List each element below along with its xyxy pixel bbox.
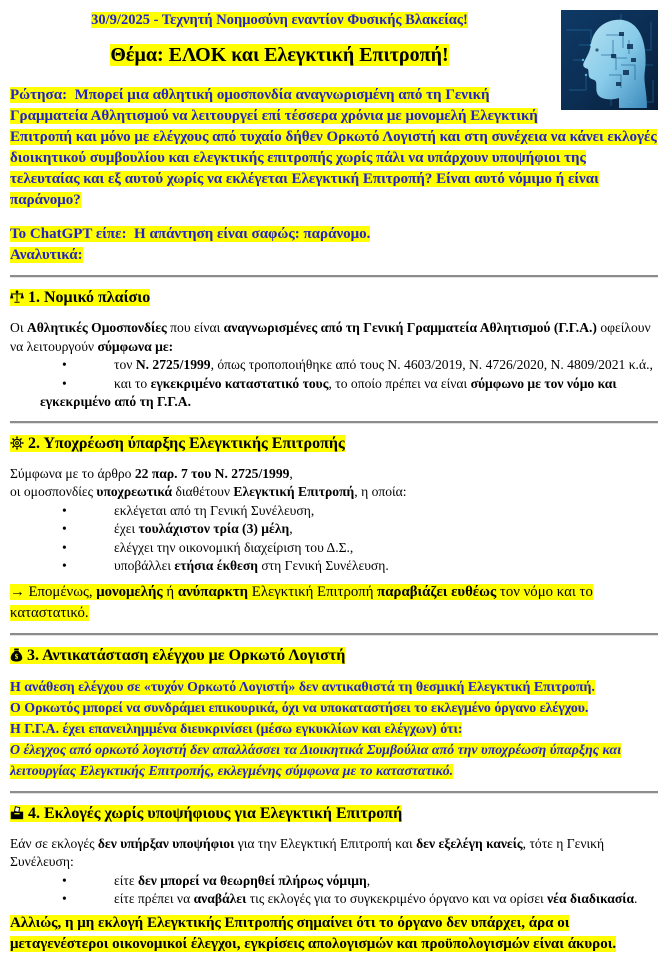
ai-circuit-head-image <box>561 10 658 110</box>
section-4-intro: Εάν σε εκλογές δεν υπήρξαν υποψήφιοι για την Ελεγκτική Επιτροπή και δεν εξελέγη κανείς, τότε η Γενική Συνέλευση: <box>10 835 605 869</box>
bullet-marker: • <box>62 891 67 906</box>
list-item: • έχει τουλάχιστον τρία (3) μέλη, <box>10 520 658 539</box>
section-2-intro-line2: οι ομοσπονδίες υποχρεωτικά διαθέτουν Ελεγκτική Επιτροπή, η οποία: <box>10 484 407 499</box>
bullet-marker: • <box>62 375 67 391</box>
question-paragraph: Ρώτησα: Μπορεί μια αθλητική ομοσπονδία αναγνωρισμένη από τη Γενική Γραμματεία Αθλητισμού να λειτουργεί επί τέσσερα χρόνια με μονομελή Ελεγκτική Επιτροπή και μόνο με ελέγχους από τυχαίο δήθεν Ορκωτό Λογιστή και στη συνέχεια να κάνει εκλογές διοικητικού συμβουλίου και ελεγκτικής επιτροπής χωρίς πάλι να υπάρχουν υποψήφιοι της τελευταίας και εξ αυτού χωρίς να εκλέγεται Ελεγκτική Επιτροπή? Είναι αυτό νόμιμο ή είναι παράνομο? <box>10 87 657 208</box>
list-item: • είτε πρέπει να αναβάλει τις εκλογές για το συγκεκριμένο όργανο και να ορίσει νέα διαδικασία. <box>10 890 658 909</box>
list-item: • εκλέγεται από τη Γενική Συνέλευση, <box>10 502 658 521</box>
gear-icon <box>10 434 24 457</box>
section-divider <box>10 275 658 278</box>
section-4-heading: 4. Εκλογές χωρίς υποψήφιους για Ελεγκτική Επιτροπή <box>10 802 658 827</box>
statement-line: Ο Ορκωτός μπορεί να συνδράμει επικουρικά, όχι να υποκαταστήσει το εκλεγμένο όργανο ελέγχου. <box>10 700 589 716</box>
section-divider <box>10 633 658 636</box>
section-2-intro-line1: Σύμφωνα με το άρθρο 22 παρ. 7 του Ν. 2725/1999, <box>10 465 293 481</box>
list-item: • τον Ν. 2725/1999, όπως τροποποιήθηκε από τους Ν. 4603/2019, Ν. 4726/2020, Ν. 4809/2021 κ.ά., <box>10 356 658 375</box>
list-item: • είτε δεν μπορεί να θεωρηθεί πλήρως νόμιμη, <box>10 872 658 891</box>
bullet-marker: • <box>62 357 67 372</box>
statement-line-italic: Ο έλεγχος από ορκωτό λογιστή δεν απαλλάσσει τα Διοικητικά Συμβούλια από την υποχρέωση ύπαρξης και λειτουργίας Ελεγκτικής Επιτροπής, εκλεγμένης σύμφωνα με το καταστατικό. <box>10 742 622 779</box>
list-item: • υποβάλλει ετήσια έκθεση στη Γενική Συνέλευση. <box>10 557 658 576</box>
bullet-marker: • <box>62 558 67 573</box>
section-4-body <box>10 835 658 909</box>
svg-text:$: $ <box>14 652 19 661</box>
bullet-marker: • <box>62 872 67 888</box>
ballot-box-icon <box>10 804 24 827</box>
section-3-body <box>10 677 658 782</box>
section-2-body <box>10 465 658 576</box>
answer-lead: Το ChatGPT είπε: Η απάντηση είναι σαφώς: παράνομο. <box>10 226 371 242</box>
final-conclusion: Αλλιώς, η μη εκλογή Ελεγκτικής Επιτροπής σημαίνει ότι το όργανο δεν υπάρχει, άρα οι μεταγενέστεροι οικονομικοί έλεγχοι, εγκρίσεις απολογισμών και προϋπολογισμών είναι άκυροι. <box>10 914 617 952</box>
bullet-marker: • <box>62 502 67 518</box>
list-item: • ελέγχει την οικονομική διαχείριση του Δ.Σ., <box>10 539 658 558</box>
section-1-intro: Οι Αθλητικές Ομοσπονδίες που είναι αναγνωρισμένες από τη Γενική Γραμματεία Αθλητισμού (Γ.Γ.Α.) οφείλουν να λειτουργούν σύμφωνα με: <box>10 320 651 354</box>
section-divider <box>10 791 658 794</box>
money-bag-icon <box>10 646 23 669</box>
statement-line: Η ανάθεση ελέγχου σε «τυχόν Ορκωτό Λογιστή» δεν αντικαθιστά τη θεσμική Ελεγκτική Επιτροπή. <box>10 679 595 695</box>
page-title: Θέμα: ΕΛΟΚ και Ελεγκτική Επιτροπή! <box>110 44 449 66</box>
section-2-conclusion: → Επομένως, μονομελής ή ανύπαρκτη Ελεγκτική Επιτροπή παραβιάζει ευθέως τον νόμο και το καταστατικό. <box>10 583 593 621</box>
section-2-heading: 2. Υποχρέωση ύπαρξης Ελεγκτικής Επιτροπής <box>10 432 658 457</box>
list-item: • και το εγκεκριμένο καταστατικό τους, το οποίο πρέπει να είναι σύμφωνο με τον νόμο και εγκεκριμένο από τη Γ.Γ.Α. <box>40 375 617 409</box>
scales-icon <box>10 288 24 311</box>
date-header-text: 30/9/2025 - Τεχνητή Νοημοσύνη εναντίον Φυσικής Βλακείας! <box>91 12 468 28</box>
bullet-marker: • <box>62 539 67 555</box>
section-1-body <box>10 319 658 412</box>
section-1-heading: 1. Νομικό πλαίσιο <box>10 286 658 311</box>
bullet-marker: • <box>62 521 67 536</box>
section-3-heading: $ 3. Αντικατάσταση ελέγχου με Ορκωτό Λογιστή <box>10 644 658 669</box>
section-divider <box>10 421 658 424</box>
statement-line: Η Γ.Γ.Α. έχει επανειλημμένα διευκρινίσει (μέσω εγκυκλίων και ελέγχων) ότι: <box>10 721 463 737</box>
answer-sub: Αναλυτικά: <box>10 247 83 263</box>
